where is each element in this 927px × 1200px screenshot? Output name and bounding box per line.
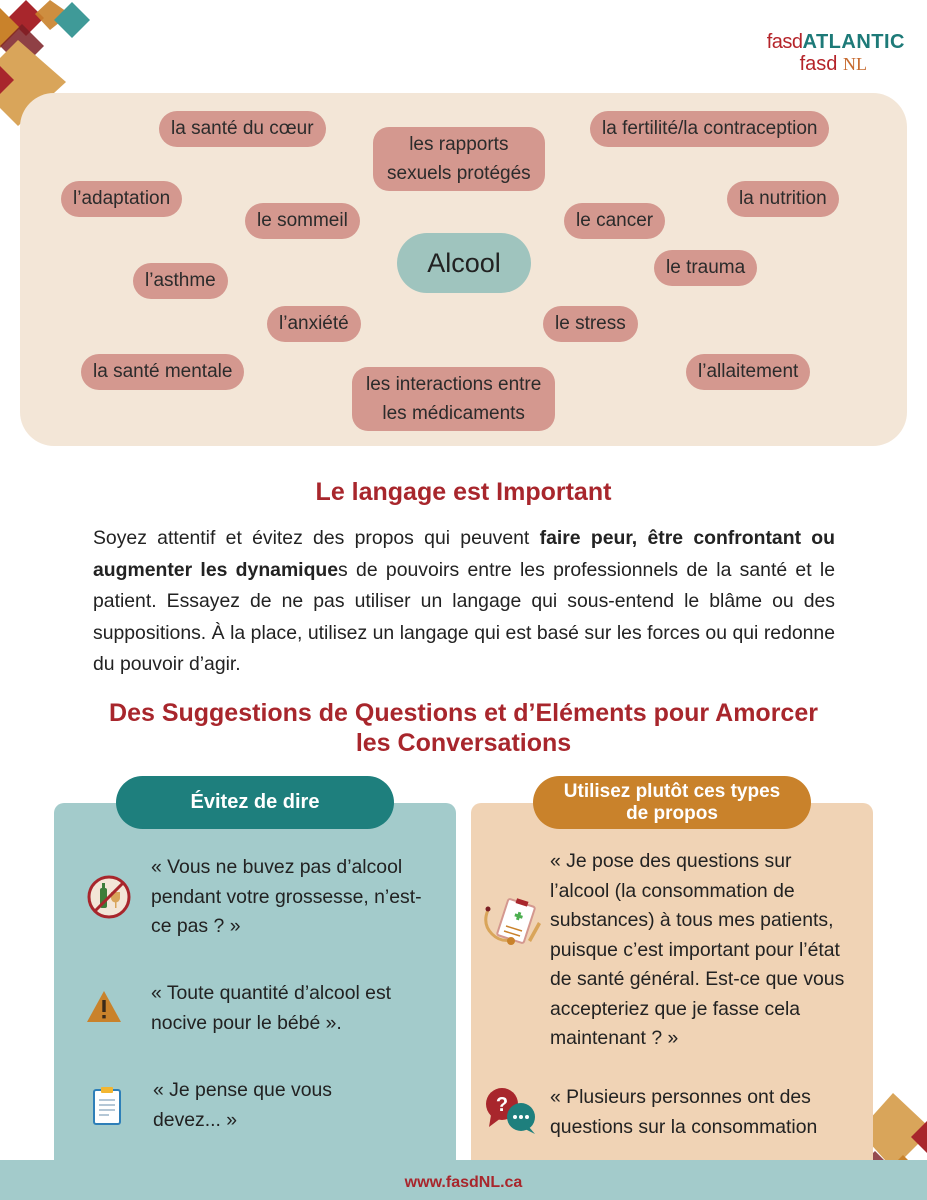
topic-pill: le stress [543,306,638,342]
topic-pill: la nutrition [727,181,839,217]
use-label: Utilisez plutôt ces types de propos [533,776,811,829]
topic-pill: le sommeil [245,203,360,239]
topic-pill: la santé du cœur [159,111,326,147]
use-quote: « Je pose des questions sur l’alcool (la consommation de substances) à tous mes patients, puisque c’est important pour l’état de santé général. Est-ce que vous accepteriez que je fasse cela maintenant ? » [550,850,845,1049]
topic-pill: l’adaptation [61,181,182,217]
avoid-quote: « Vous ne buvez pas d’alcool pendant votre grossesse, n’est-ce pas ? » [151,856,422,937]
avoid-quote: « Toute quantité d’alcool est nocive pour le bébé ». [151,982,392,1034]
center-topic-pill: Alcool [397,233,531,293]
avoid-quote: « Je pense que vous devez... » [153,1079,332,1131]
warning-icon [86,990,122,1024]
svg-text:?: ? [495,1094,509,1116]
use-quote: « Plusieurs personnes ont des questions sur la consommation [550,1086,818,1138]
topic-pill: les rapports sexuels protégés [373,127,545,191]
chat-question-icon [483,1087,539,1135]
website-link[interactable]: www.fasdNL.ca [404,1174,523,1191]
suggestions-heading: Des Suggestions de Questions et d’Eléments pour Amorcer les Conversations [109,699,818,757]
clipboard-icon [92,1086,122,1126]
avoid-label: Évitez de dire [116,776,394,829]
topic-pill: l’anxiété [267,306,361,342]
language-heading: Le langage est Important [315,478,612,506]
medical-chart-icon [480,898,546,956]
topic-pill: l’asthme [133,263,228,299]
fasd-logo: fasdATLANTIC fasd NL [766,31,905,75]
topic-pill: le trauma [654,250,757,286]
topic-pill: le cancer [564,203,665,239]
logo-fasd: fasd [799,53,838,75]
topic-pill: la fertilité/la contraception [590,111,829,147]
language-paragraph: Soyez attentif et évitez des propos qui peuvent faire peur, être confrontant ou augmenter les dynamiques de pouvoirs entre les professionnels de la santé et le patient. Essayez de ne pas utiliser un langage qui sous-entend le blâme ou des suppositions. À la place, utilisez un langage qui est basé sur les forces ou qui redonne du pouvoir d’agir. [93,527,835,675]
footer-bar [0,1160,927,1200]
topic-pill: les interactions entre les médicaments [352,367,555,431]
topic-pill: l’allaitement [686,354,810,390]
topic-pill: la santé mentale [81,354,244,390]
no-alcohol-icon [86,874,132,920]
